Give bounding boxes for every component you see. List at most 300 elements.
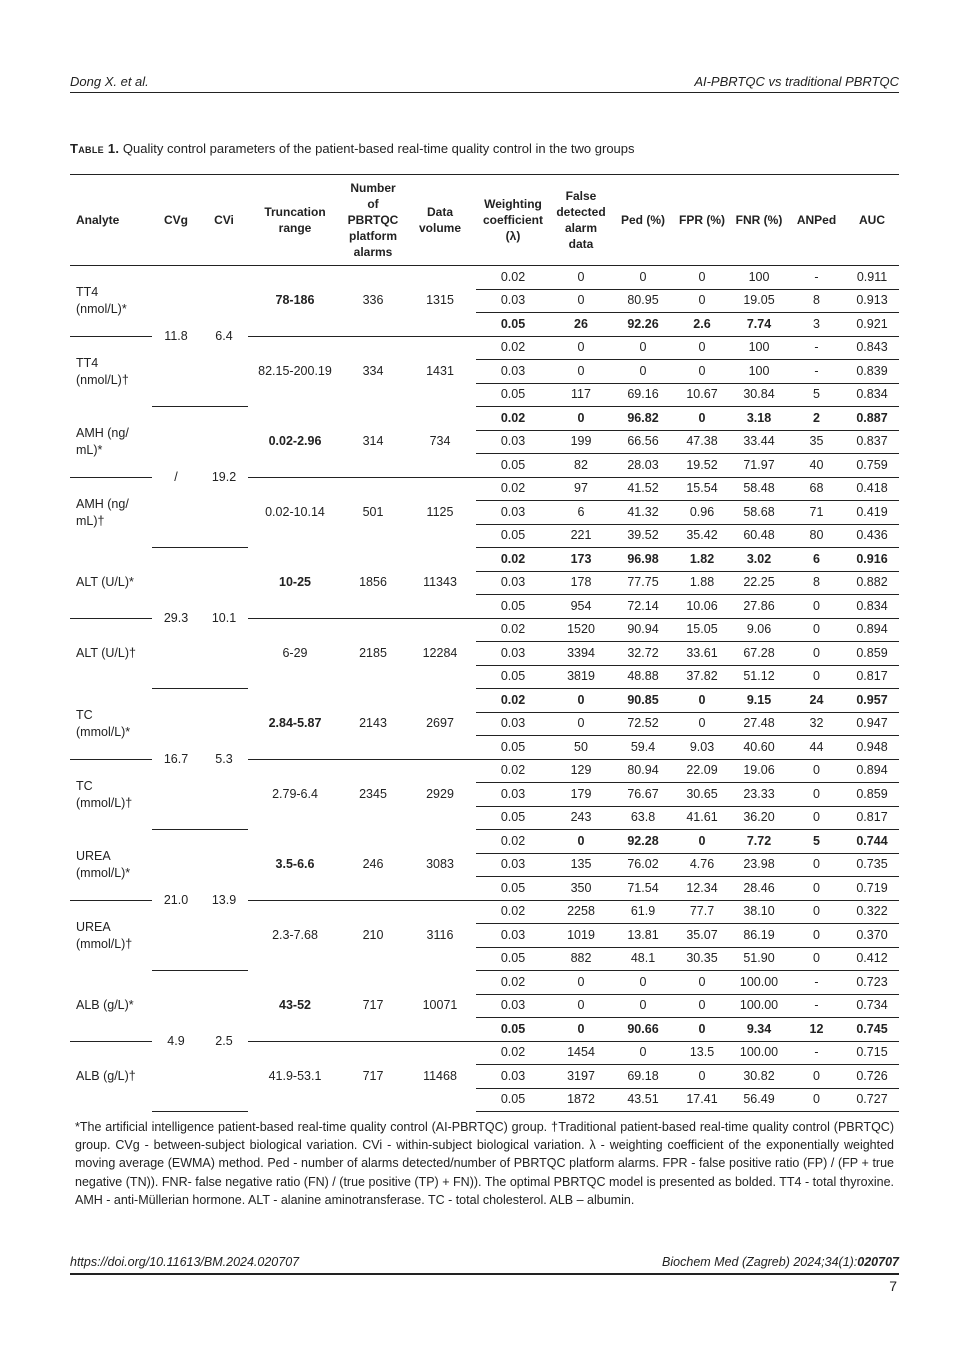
false-alarm-cell: 173 [550, 548, 612, 572]
anped-cell: 0 [788, 618, 845, 642]
auc-cell: 0.947 [845, 712, 899, 736]
table-row [70, 266, 899, 290]
fnr-cell: 9.15 [730, 689, 788, 713]
ped-cell: 71.54 [612, 877, 674, 901]
footer-citation [662, 1255, 899, 1269]
auc-cell: 0.921 [845, 313, 899, 337]
alarms-cell: 2185 [359, 646, 387, 660]
footer-journal: Biochem Med (Zagreb) 2024;34(1): [662, 1255, 858, 1269]
fpr-cell: 1.88 [674, 571, 730, 595]
anped-cell: 12 [788, 1018, 845, 1042]
fnr-cell: 33.44 [730, 430, 788, 454]
false-alarm-cell: 0 [550, 360, 612, 384]
lambda-cell: 0.02 [476, 266, 550, 290]
ped-cell: 96.98 [612, 548, 674, 572]
anped-cell: 3 [788, 313, 845, 337]
ped-cell: 90.66 [612, 1018, 674, 1042]
false-alarm-cell: 3819 [550, 665, 612, 689]
ped-cell: 28.03 [612, 454, 674, 478]
false-alarm-cell: 3197 [550, 1065, 612, 1089]
anped-cell: 35 [788, 430, 845, 454]
fpr-cell: 33.61 [674, 642, 730, 666]
anped-cell: 6 [788, 548, 845, 572]
ped-cell: 48.1 [612, 947, 674, 971]
auc-cell: 0.817 [845, 806, 899, 830]
false-alarm-cell: 0 [550, 336, 612, 360]
false-alarm-cell: 954 [550, 595, 612, 619]
volume-cell: 3116 [426, 928, 454, 942]
fpr-cell: 35.07 [674, 924, 730, 948]
fpr-cell: 0 [674, 689, 730, 713]
auc-cell: 0.882 [845, 571, 899, 595]
table-caption [70, 141, 900, 156]
auc-cell: 0.817 [845, 665, 899, 689]
false-alarm-cell: 243 [550, 806, 612, 830]
fnr-cell: 58.68 [730, 501, 788, 525]
false-alarm-cell: 0 [550, 689, 612, 713]
analyte-cell: TC (mmol/L)† [76, 778, 133, 810]
alarms-cell: 2143 [342, 689, 404, 760]
fpr-cell: 4.76 [674, 853, 730, 877]
fpr-cell: 37.82 [674, 665, 730, 689]
fpr-cell: 19.52 [674, 454, 730, 478]
fpr-cell: 0 [674, 1065, 730, 1089]
header-authors: Dong X. et al. [70, 74, 149, 89]
table-footnote: *The artificial intelligence patient-based real-time quality control (AI-PBRTQC) group. †Traditional patient-based real-time quality control (PBRTQC) group. CVg - between-subject biological variation. CVi - within-subject biological variation. λ - weighting coefficient of the exponentially weighted moving average (EWMA) method. Ped - number of alarms detected/number of PBRTQC platform alarms. FPR - false positive ratio (FP) / (FP + true negative (TN)). FNR- false negative ratio (FN) / (true positive (TP) + FN)). The optimal PBRTQC model is presented as bolded. TT4 - total thyroxine. AMH - anti-Müllerian hormone. ALT - alanine aminotransferase. TC - total cholesterol. ALB – albumin. [75, 1120, 894, 1207]
auc-cell: 0.911 [845, 266, 899, 290]
fnr-cell: 3.02 [730, 548, 788, 572]
header-cell: Ped (%) [612, 175, 674, 266]
ped-cell: 0 [612, 336, 674, 360]
false-alarm-cell: 3394 [550, 642, 612, 666]
truncation-cell: 2.79-6.4 [272, 787, 318, 801]
analyte-cell: UREA (mmol/L)† [76, 919, 133, 951]
auc-cell: 0.759 [845, 454, 899, 478]
ped-cell: 13.81 [612, 924, 674, 948]
fnr-cell: 7.72 [730, 830, 788, 854]
anped-cell: 0 [788, 806, 845, 830]
fnr-cell: 38.10 [730, 900, 788, 924]
header-cell: Weighting coefficient (λ) [476, 175, 550, 266]
fnr-cell: 9.34 [730, 1018, 788, 1042]
truncation-cell: 0.02-10.14 [265, 505, 325, 519]
anped-cell: - [788, 266, 845, 290]
anped-cell: - [788, 994, 845, 1018]
fpr-cell: 10.67 [674, 383, 730, 407]
cvg-cell: 4.9 [152, 971, 200, 1112]
auc-cell: 0.894 [845, 618, 899, 642]
auc-cell: 0.859 [845, 783, 899, 807]
lambda-cell: 0.02 [476, 1041, 550, 1065]
ped-cell: 96.82 [612, 407, 674, 431]
table-caption-text: Quality control parameters of the patient-based real-time quality control in the two groups [119, 141, 635, 156]
false-alarm-cell: 0 [550, 289, 612, 313]
analyte-cell: TT4 (nmol/L)† [76, 355, 129, 387]
analyte-cell: UREA (mmol/L)* [70, 830, 152, 901]
lambda-cell: 0.02 [476, 689, 550, 713]
lambda-cell: 0.05 [476, 1018, 550, 1042]
auc-cell: 0.745 [845, 1018, 899, 1042]
fpr-cell: 2.6 [674, 313, 730, 337]
anped-cell: 5 [788, 830, 845, 854]
anped-cell: 0 [788, 595, 845, 619]
false-alarm-cell: 117 [550, 383, 612, 407]
anped-cell: 0 [788, 1088, 845, 1112]
lambda-cell: 0.03 [476, 571, 550, 595]
volume-cell: 12284 [422, 646, 458, 660]
false-alarm-cell: 6 [550, 501, 612, 525]
fpr-cell: 0 [674, 830, 730, 854]
lambda-cell: 0.03 [476, 712, 550, 736]
alarms-cell: 210 [362, 928, 384, 942]
anped-cell: 32 [788, 712, 845, 736]
fnr-cell: 19.06 [730, 759, 788, 783]
auc-cell: 0.843 [845, 336, 899, 360]
ped-cell: 39.52 [612, 524, 674, 548]
anped-cell: 2 [788, 407, 845, 431]
fnr-cell: 100 [730, 266, 788, 290]
alarms-cell: 336 [342, 266, 404, 337]
volume-cell: 3083 [404, 830, 476, 901]
fpr-cell: 47.38 [674, 430, 730, 454]
fpr-cell: 12.34 [674, 877, 730, 901]
fpr-cell: 0 [674, 994, 730, 1018]
fpr-cell: 30.35 [674, 947, 730, 971]
anped-cell: 0 [788, 900, 845, 924]
false-alarm-cell: 50 [550, 736, 612, 760]
truncation-cell: 78-186 [248, 266, 342, 337]
auc-cell: 0.322 [845, 900, 899, 924]
analyte-cell: TC (mmol/L)* [70, 689, 152, 760]
fpr-cell: 17.41 [674, 1088, 730, 1112]
volume-cell: 11343 [404, 548, 476, 619]
fnr-cell: 100.00 [730, 994, 788, 1018]
truncation-cell: 0.02-2.96 [248, 407, 342, 478]
auc-cell: 0.719 [845, 877, 899, 901]
auc-cell: 0.370 [845, 924, 899, 948]
false-alarm-cell: 0 [550, 1018, 612, 1042]
ped-cell: 41.52 [612, 477, 674, 501]
fnr-cell: 100.00 [730, 1041, 788, 1065]
ped-cell: 48.88 [612, 665, 674, 689]
fpr-cell: 77.7 [674, 900, 730, 924]
anped-cell: 0 [788, 783, 845, 807]
lambda-cell: 0.03 [476, 501, 550, 525]
fnr-cell: 60.48 [730, 524, 788, 548]
auc-cell: 0.412 [845, 947, 899, 971]
page-number: 7 [889, 1278, 897, 1294]
cvi-cell: 13.9 [200, 830, 248, 971]
fnr-cell: 51.12 [730, 665, 788, 689]
anped-cell: 8 [788, 571, 845, 595]
anped-cell: 80 [788, 524, 845, 548]
fpr-cell: 0 [674, 712, 730, 736]
fnr-cell: 58.48 [730, 477, 788, 501]
lambda-cell: 0.03 [476, 783, 550, 807]
fpr-cell: 0 [674, 1018, 730, 1042]
anped-cell: 68 [788, 477, 845, 501]
false-alarm-cell: 221 [550, 524, 612, 548]
table-header-row [70, 175, 899, 266]
auc-cell: 0.913 [845, 289, 899, 313]
false-alarm-cell: 135 [550, 853, 612, 877]
cvg-cell: 11.8 [152, 266, 200, 407]
analyte-cell: ALT (U/L)* [70, 548, 152, 619]
cvi-cell: 5.3 [200, 689, 248, 830]
fpr-cell: 0 [674, 266, 730, 290]
ped-cell: 0 [612, 266, 674, 290]
alarms-cell: 246 [342, 830, 404, 901]
fnr-cell: 100 [730, 360, 788, 384]
auc-cell: 0.744 [845, 830, 899, 854]
false-alarm-cell: 882 [550, 947, 612, 971]
lambda-cell: 0.05 [476, 736, 550, 760]
header-cell: Truncation range [248, 175, 342, 266]
lambda-cell: 0.05 [476, 454, 550, 478]
ped-cell: 0 [612, 360, 674, 384]
anped-cell: 71 [788, 501, 845, 525]
anped-cell: - [788, 360, 845, 384]
auc-cell: 0.839 [845, 360, 899, 384]
table-caption-label: Table 1. [70, 141, 120, 156]
ped-cell: 69.18 [612, 1065, 674, 1089]
analyte-cell: ALB (g/L)† [76, 1069, 136, 1083]
lambda-cell: 0.02 [476, 548, 550, 572]
fnr-cell: 100.00 [730, 971, 788, 995]
false-alarm-cell: 97 [550, 477, 612, 501]
auc-cell: 0.418 [845, 477, 899, 501]
auc-cell: 0.957 [845, 689, 899, 713]
header-cell: Number of PBRTQC platform alarms [342, 175, 404, 266]
fpr-cell: 0 [674, 360, 730, 384]
auc-cell: 0.734 [845, 994, 899, 1018]
alarms-cell: 314 [342, 407, 404, 478]
auc-cell: 0.834 [845, 595, 899, 619]
lambda-cell: 0.05 [476, 877, 550, 901]
alarms-cell: 2345 [359, 787, 387, 801]
false-alarm-cell: 199 [550, 430, 612, 454]
fnr-cell: 27.48 [730, 712, 788, 736]
ped-cell: 92.28 [612, 830, 674, 854]
anped-cell: 0 [788, 1065, 845, 1089]
footer-doi: https://doi.org/10.11613/BM.2024.020707 [70, 1255, 300, 1269]
header-cell: FNR (%) [730, 175, 788, 266]
anped-cell: 44 [788, 736, 845, 760]
header-cell: CVi [200, 175, 248, 266]
lambda-cell: 0.05 [476, 595, 550, 619]
truncation-cell: 43-52 [248, 971, 342, 1042]
fpr-cell: 13.5 [674, 1041, 730, 1065]
header-cell: CVg [152, 175, 200, 266]
lambda-cell: 0.02 [476, 971, 550, 995]
fnr-cell: 86.19 [730, 924, 788, 948]
false-alarm-cell: 0 [550, 994, 612, 1018]
auc-cell: 0.859 [845, 642, 899, 666]
fpr-cell: 41.61 [674, 806, 730, 830]
auc-cell: 0.894 [845, 759, 899, 783]
lambda-cell: 0.02 [476, 407, 550, 431]
table-row [70, 407, 899, 431]
ped-cell: 0 [612, 994, 674, 1018]
anped-cell: - [788, 1041, 845, 1065]
header-cell: False detected alarm data [550, 175, 612, 266]
truncation-cell: 6-29 [282, 646, 308, 660]
anped-cell: 0 [788, 924, 845, 948]
ped-cell: 76.67 [612, 783, 674, 807]
fpr-cell: 0.96 [674, 501, 730, 525]
fnr-cell: 30.84 [730, 383, 788, 407]
truncation-cell: 82.15-200.19 [258, 364, 332, 378]
lambda-cell: 0.03 [476, 1065, 550, 1089]
volume-cell: 2929 [426, 787, 454, 801]
footer-article-id: 020707 [857, 1255, 899, 1269]
running-header [70, 72, 899, 93]
fnr-cell: 67.28 [730, 642, 788, 666]
ped-cell: 61.9 [612, 900, 674, 924]
truncation-cell: 3.5-6.6 [248, 830, 342, 901]
auc-cell: 0.735 [845, 853, 899, 877]
table-body [70, 266, 899, 1112]
table-row [70, 689, 899, 713]
lambda-cell: 0.03 [476, 924, 550, 948]
auc-cell: 0.726 [845, 1065, 899, 1089]
ped-cell: 69.16 [612, 383, 674, 407]
false-alarm-cell: 1454 [550, 1041, 612, 1065]
cvg-cell: 16.7 [152, 689, 200, 830]
fnr-cell: 51.90 [730, 947, 788, 971]
fpr-cell: 10.06 [674, 595, 730, 619]
volume-cell: 2697 [404, 689, 476, 760]
auc-cell: 0.715 [845, 1041, 899, 1065]
auc-cell: 0.419 [845, 501, 899, 525]
header-cell: Data volume [404, 175, 476, 266]
anped-cell: 0 [788, 759, 845, 783]
analyte-cell: AMH (ng/ mL)† [76, 496, 129, 528]
alarms-cell: 1856 [342, 548, 404, 619]
analyte-cell: AMH (ng/ mL)* [70, 407, 152, 478]
lambda-cell: 0.02 [476, 830, 550, 854]
table-row [70, 830, 899, 854]
fpr-cell: 35.42 [674, 524, 730, 548]
alarms-cell: 334 [362, 364, 384, 378]
volume-cell: 1431 [426, 364, 454, 378]
false-alarm-cell: 1019 [550, 924, 612, 948]
lambda-cell: 0.03 [476, 642, 550, 666]
lambda-cell: 0.03 [476, 994, 550, 1018]
anped-cell: 40 [788, 454, 845, 478]
ped-cell: 63.8 [612, 806, 674, 830]
auc-cell: 0.727 [845, 1088, 899, 1112]
anped-cell: 0 [788, 665, 845, 689]
fpr-cell: 0 [674, 407, 730, 431]
analyte-cell: ALB (g/L)* [70, 971, 152, 1042]
ped-cell: 0 [612, 1041, 674, 1065]
fnr-cell: 40.60 [730, 736, 788, 760]
cvi-cell: 10.1 [200, 548, 248, 689]
false-alarm-cell: 0 [550, 407, 612, 431]
table-row [70, 548, 899, 572]
anped-cell: 8 [788, 289, 845, 313]
ped-cell: 90.85 [612, 689, 674, 713]
volume-cell: 1315 [404, 266, 476, 337]
ped-cell: 59.4 [612, 736, 674, 760]
false-alarm-cell: 0 [550, 712, 612, 736]
lambda-cell: 0.03 [476, 430, 550, 454]
anped-cell: 24 [788, 689, 845, 713]
auc-cell: 0.887 [845, 407, 899, 431]
fpr-cell: 9.03 [674, 736, 730, 760]
fnr-cell: 30.82 [730, 1065, 788, 1089]
fnr-cell: 3.18 [730, 407, 788, 431]
cvi-cell: 2.5 [200, 971, 248, 1112]
false-alarm-cell: 26 [550, 313, 612, 337]
ped-cell: 90.94 [612, 618, 674, 642]
volume-cell: 1125 [426, 505, 454, 519]
lambda-cell: 0.03 [476, 360, 550, 384]
auc-cell: 0.723 [845, 971, 899, 995]
ped-cell: 72.14 [612, 595, 674, 619]
truncation-cell: 2.84-5.87 [248, 689, 342, 760]
ped-cell: 66.56 [612, 430, 674, 454]
alarms-cell: 717 [342, 971, 404, 1042]
lambda-cell: 0.02 [476, 759, 550, 783]
fnr-cell: 71.97 [730, 454, 788, 478]
fnr-cell: 23.98 [730, 853, 788, 877]
page-footer [70, 1255, 899, 1275]
false-alarm-cell: 1520 [550, 618, 612, 642]
cvi-cell: 19.2 [200, 407, 248, 548]
lambda-cell: 0.02 [476, 618, 550, 642]
anped-cell: - [788, 336, 845, 360]
fpr-cell: 30.65 [674, 783, 730, 807]
lambda-cell: 0.05 [476, 1088, 550, 1112]
false-alarm-cell: 129 [550, 759, 612, 783]
volume-cell: 11468 [423, 1069, 457, 1083]
analyte-cell: TT4 (nmol/L)* [70, 266, 152, 337]
lambda-cell: 0.05 [476, 524, 550, 548]
cvg-cell: / [152, 407, 200, 548]
fnr-cell: 23.33 [730, 783, 788, 807]
table-row [70, 971, 899, 995]
truncation-cell: 2.3-7.68 [272, 928, 318, 942]
cvg-cell: 29.3 [152, 548, 200, 689]
false-alarm-cell: 0 [550, 971, 612, 995]
false-alarm-cell: 1872 [550, 1088, 612, 1112]
fnr-cell: 28.46 [730, 877, 788, 901]
fpr-cell: 15.54 [674, 477, 730, 501]
auc-cell: 0.948 [845, 736, 899, 760]
lambda-cell: 0.02 [476, 477, 550, 501]
lambda-cell: 0.03 [476, 289, 550, 313]
fnr-cell: 36.20 [730, 806, 788, 830]
fnr-cell: 56.49 [730, 1088, 788, 1112]
truncation-cell: 10-25 [248, 548, 342, 619]
ped-cell: 77.75 [612, 571, 674, 595]
quality-control-table [70, 174, 899, 1112]
false-alarm-cell: 2258 [550, 900, 612, 924]
auc-cell: 0.916 [845, 548, 899, 572]
fpr-cell: 15.05 [674, 618, 730, 642]
volume-cell: 10071 [404, 971, 476, 1042]
header-cell: FPR (%) [674, 175, 730, 266]
ped-cell: 32.72 [612, 642, 674, 666]
fpr-cell: 0 [674, 971, 730, 995]
ped-cell: 76.02 [612, 853, 674, 877]
fnr-cell: 27.86 [730, 595, 788, 619]
lambda-cell: 0.02 [476, 900, 550, 924]
ped-cell: 92.26 [612, 313, 674, 337]
anped-cell: 0 [788, 947, 845, 971]
